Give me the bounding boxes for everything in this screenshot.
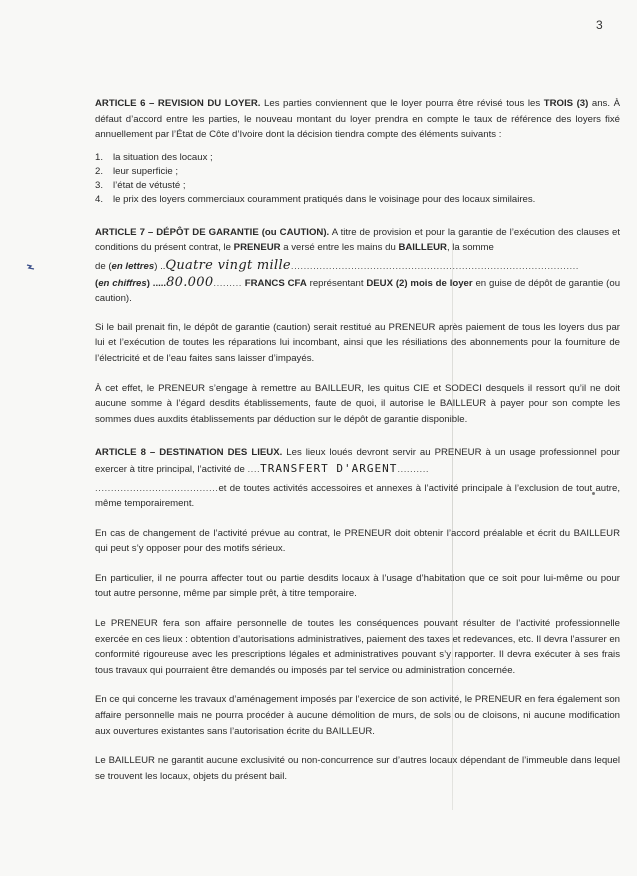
article-8-habitation-paragraph: En particulier, il ne pourra affecter tout ou partie desdits locaux à l’usage d’habitation que ce soit pour lui-même ou pour tout autre personne, même par simple prêt, à titre temporaire. — [95, 572, 620, 600]
article-8-paragraph: ARTICLE 8 – DESTINATION DES LIEUX. Les lieux loués devront servir au PRENEUR à un usage professionnel pour exercer à titre principal, l’activité de ....TRANSFERT D'ARGENT.......... — [95, 447, 620, 475]
amount-in-letters-line: de (en lettres) ..Quatre vingt mille........................................................................................... — [95, 257, 579, 273]
article-7-title: ARTICLE 7 – DÉPÔT DE GARANTIE (ou CAUTION). — [95, 226, 330, 238]
document-body — [95, 96, 620, 784]
revision-criteria-list — [95, 151, 620, 207]
article-8-works-paragraph: En ce qui concerne les travaux d’aménagement imposés par l’exercice de son activité, le PRENEUR en fera également son affaire personnelle mais ne pourra procéder à aucune démolition de murs, de sols ou de cloisons, ni aucune modification aux ouvertures existantes sans l’autorisation écrite du BAILLEUR. — [95, 694, 620, 737]
list-item: 1. la situation des locaux ; — [95, 151, 213, 163]
article-6-title: ARTICLE 6 – REVISION DU LOYER. — [95, 98, 261, 109]
article-8-activity-continuation: .......................................et de toutes activités accessoires et annexes à l’activité principale à l’exclusion de tout autre, même temporairement. — [95, 482, 620, 510]
list-item: 4. le prix des loyers commerciaux couramment pratiqués dans le voisinage pour des locaux similaires. — [95, 193, 536, 205]
article-6-duration: TROIS (3) — [543, 98, 589, 109]
article-8-consequences-paragraph: Le PRENEUR fera son affaire personnelle de toutes les conséquences pouvant résulter de l’activité professionnelle exercée en ces lieux : obtention d’autorisations administratives, paiement des taxes et redevances, etc. Il devra l’assurer en conformité rigoureuse avec les prescriptions légales et administratives pouvant s’y rapporter. Il devra exécuter à ses frais tous travaux qui pourraient être demandés ou imposés par tel service ou administration concernée. — [95, 618, 620, 676]
article-6-text-2: ans. À défaut d’accord entre les parties, le nouveau montant du loyer prendra en compte le taux de référence des loyers fixé annuellement par l’État de Côte d’Ivoire dont la décision tiendra compte des éléments suivants : — [95, 98, 620, 141]
ink-mark-icon — [26, 263, 36, 271]
article-6-paragraph — [95, 96, 620, 143]
article-7-quitus-paragraph: À cet effet, le PRENEUR s’engage à remettre au BAILLEUR, les quitus CIE et SODECI desquels il ressort qu’il ne doit aucune somme à l’égard desdits établissements, faute de quoi, il autorise le BAILLEUR à payer pour son compte les sommes dues auxdits établissements par déduction sur le dépôt de garantie disponible. — [95, 382, 620, 425]
article-8-change-paragraph: En cas de changement de l’activité prévue au contrat, le PRENEUR doit obtenir l’accord préalable et écrit du BAILLEUR qui peut s’y opposer pour des motifs sérieux. — [95, 527, 620, 555]
amount-in-letters-value: Quatre vingt mille — [165, 257, 291, 273]
list-item: 2. leur superficie ; — [95, 165, 179, 177]
page-number: 3 — [596, 18, 603, 32]
article-8-title: ARTICLE 8 – DESTINATION DES LIEUX. — [95, 447, 283, 459]
list-item: 3. l’état de vétusté ; — [95, 179, 186, 191]
amount-in-figures-line: (en chiffres) .....80.000......... FRANCS CFA représentant DEUX (2) mois de loyer en guise de dépôt de garantie (ou caution). — [95, 274, 621, 305]
article-8-exclusivity-paragraph: Le BAILLEUR ne garantit aucune exclusivité ou non-concurrence sur d’autres locaux dépendant de l’immeuble dans lequel se trouvent les locaux, objets du présent bail. — [95, 755, 620, 782]
activity-value: TRANSFERT D'ARGENT — [260, 461, 398, 475]
article-7-restitution-paragraph: Si le bail prenait fin, le dépôt de garantie (caution) serait restitué au PRENEUR après paiement de tous les loyers dus par lui et l’exécution de toutes les réparations lui incombant, ainsi que les résiliations des abonnements pour la fourniture de l’électricité et de l’eau faites sans laisser d’impayés. — [95, 321, 620, 364]
amount-in-figures-value: 80.000 — [166, 274, 214, 290]
article-7-paragraph: ARTICLE 7 – DÉPÔT DE GARANTIE (ou CAUTION). A titre de provision et pour la garantie de l’exécution des clauses et conditions du présent contrat, le PRENEUR a versé entre les mains du BAILLEUR, la somme — [95, 226, 620, 254]
article-6-text-1: Les parties conviennent que le loyer pourra être révisé tous les — [260, 98, 544, 109]
